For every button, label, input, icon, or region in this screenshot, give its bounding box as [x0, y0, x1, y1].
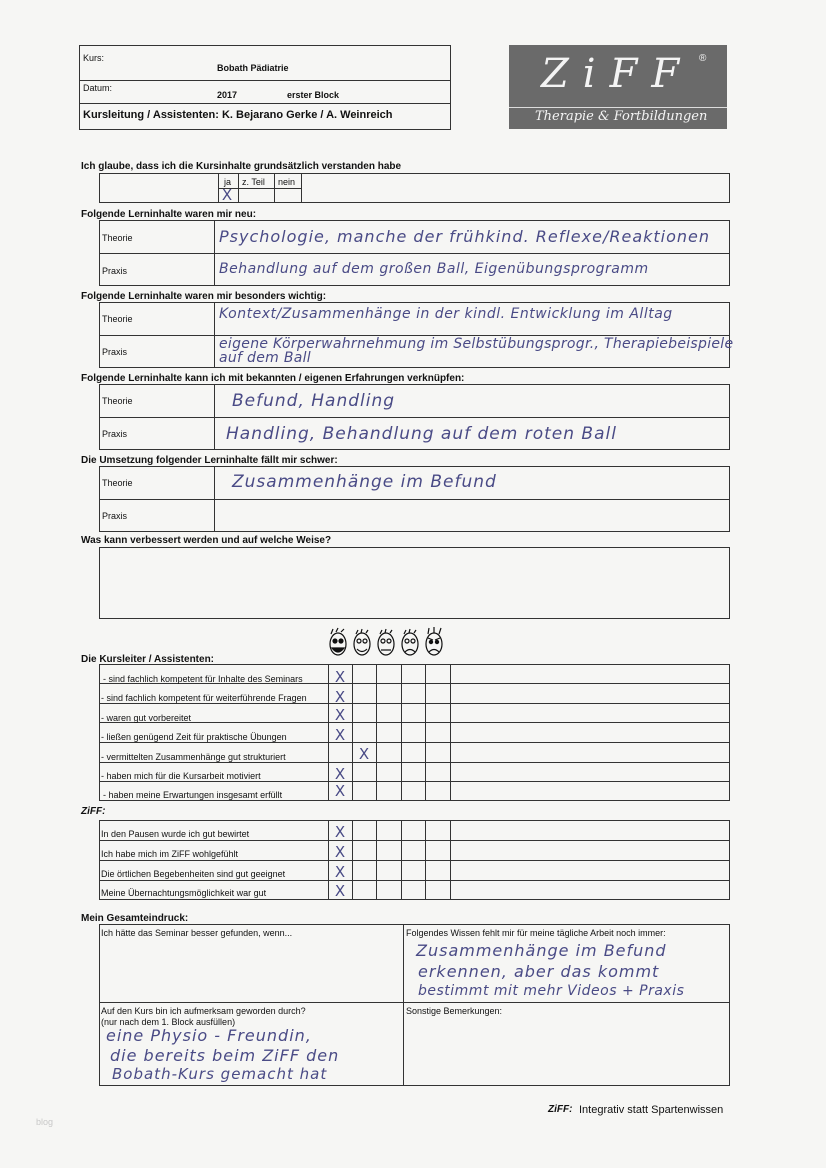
header-divider: [79, 103, 451, 104]
rating-mark[interactable]: X: [334, 863, 346, 881]
ziff-title: ZiFF:: [81, 806, 106, 817]
theorie-answer[interactable]: Befund, Handling: [232, 391, 396, 411]
datum-label: Datum:: [83, 83, 113, 93]
section-divider: [214, 302, 215, 368]
praxis-answer[interactable]: Behandlung auf dem großen Ball, Eigenübungsprogramm: [219, 261, 649, 277]
aufmerksam-answer-line-3[interactable]: Bobath-Kurs gemacht hat: [112, 1065, 328, 1083]
face-neutral-icon: [378, 629, 394, 655]
wissen-answer-line-2[interactable]: erkennen, aber das kommt: [418, 962, 660, 981]
theorie-answer[interactable]: Zusammenhänge im Befund: [232, 472, 497, 492]
verbessert-title: Was kann verbessert werden und auf welche Weise?: [81, 535, 332, 546]
rating-mark[interactable]: X: [334, 668, 346, 686]
rating-mark[interactable]: X: [334, 688, 346, 706]
rating-mark[interactable]: X: [334, 843, 346, 861]
kurs-label: Kurs:: [83, 53, 105, 63]
table-row: Die örtlichen Begebenheiten sind gut geeignet: [101, 869, 286, 879]
rating-mark[interactable]: X: [334, 882, 346, 900]
praxis-label: Praxis: [102, 511, 128, 521]
rating-faces: [328, 624, 453, 664]
kursleitung: Kursleitung / Assistenten: K. Bejarano Gerke / A. Weinreich: [83, 109, 393, 121]
section-title: Folgende Lerninhalte waren mir besonders wichtig:: [81, 291, 327, 302]
aufmerksam-answer-line-1[interactable]: eine Physio - Freundin,: [106, 1026, 312, 1045]
table-row: Ich habe mich im ZiFF wohlgefühlt: [101, 849, 239, 859]
datum-block: erster Block: [287, 90, 340, 100]
praxis-label: Praxis: [102, 429, 128, 439]
aufmerksam-answer-line-2[interactable]: die bereits beim ZiFF den: [110, 1046, 340, 1065]
footer-slogan: Integrativ statt Spartenwissen: [579, 1104, 724, 1116]
face-very-happy-icon: [330, 628, 346, 655]
rating-mark[interactable]: X: [358, 745, 370, 763]
theorie-label: Theorie: [102, 478, 133, 488]
wissen-answer-line-1[interactable]: Zusammenhänge im Befund: [416, 941, 667, 960]
table-row: - sind fachlich kompetent für Inhalte des Seminars: [103, 674, 303, 684]
table-row: - ließen genügend Zeit für praktische Übungen: [101, 732, 287, 742]
table-row-divider: [99, 762, 730, 763]
theorie-label: Theorie: [102, 396, 133, 406]
table-row: - haben meine Erwartungen insgesamt erfüllt: [103, 790, 283, 800]
besser-label: Ich hätte das Seminar besser gefunden, wenn...: [101, 928, 293, 938]
theorie-label: Theorie: [102, 314, 133, 324]
theorie-answer[interactable]: Psychologie, manche der frühkind. Reflexe/Reaktionen: [219, 227, 711, 246]
section-divider: [99, 417, 730, 418]
verstanden-title: Ich glaube, dass ich die Kursinhalte grundsätzlich verstanden habe: [81, 161, 402, 172]
verbessert-box[interactable]: [99, 547, 730, 619]
verstanden-divider: [238, 173, 239, 203]
table-row: - haben mich für die Kursarbeit motiviert: [101, 771, 261, 781]
option-nein: nein: [278, 177, 296, 187]
table-row-divider: [99, 781, 730, 782]
logo-name: ZiFF: [541, 51, 694, 97]
logo-strip: [509, 107, 727, 108]
option-ja: ja: [224, 177, 232, 187]
theorie-label: Theorie: [102, 233, 133, 243]
faces-svg: [328, 624, 453, 664]
verstanden-box: [99, 173, 730, 203]
logo-tagline: Therapie & Fortbildungen: [535, 109, 708, 124]
kurs-value: Bobath Pädiatrie: [217, 63, 289, 73]
logo-registered: ®: [699, 53, 707, 64]
table-row-divider: [99, 860, 730, 861]
gesamt-divider: [403, 924, 404, 1086]
footer-brand: ZiFF:: [548, 1104, 573, 1115]
table-row-divider: [99, 880, 730, 881]
section-title: Folgende Lerninhalte waren mir neu:: [81, 209, 257, 220]
rating-mark[interactable]: X: [334, 726, 346, 744]
table-row: - vermittelten Zusammenhänge gut strukturiert: [101, 752, 286, 762]
table-row-divider: [99, 742, 730, 743]
table-row: Meine Übernachtungsmöglichkeit war gut: [101, 888, 267, 898]
verstanden-check[interactable]: X: [221, 186, 233, 204]
section-divider: [214, 384, 215, 450]
face-happy-icon: [354, 629, 370, 655]
praxis-label: Praxis: [102, 266, 128, 276]
theorie-answer[interactable]: Kontext/Zusammenhänge in der kindl. Entwicklung im Alltag: [219, 306, 673, 322]
rating-mark[interactable]: X: [334, 765, 346, 783]
rating-mark[interactable]: X: [334, 782, 346, 800]
kursleiter-title: Die Kursleiter / Assistenten:: [81, 654, 215, 665]
face-unhappy-icon: [402, 629, 418, 655]
gesamt-title: Mein Gesamteindruck:: [81, 913, 189, 924]
section-divider: [214, 466, 215, 532]
section-title: Folgende Lerninhalte kann ich mit bekannten / eigenen Erfahrungen verknüpfen:: [81, 373, 465, 384]
praxis-answer[interactable]: Handling, Behandlung auf dem roten Ball: [226, 424, 617, 444]
datum-year: 2017: [217, 90, 238, 100]
verstanden-divider: [274, 173, 275, 203]
ziff-logo: [509, 45, 727, 129]
section-divider: [99, 253, 730, 254]
face-angry-icon: [426, 627, 442, 655]
aufmerksam-sublabel: (nur nach dem 1. Block ausfüllen): [101, 1017, 236, 1027]
aufmerksam-label: Auf den Kurs bin ich aufmerksam geworden durch?: [101, 1006, 306, 1016]
bemerkungen-label: Sonstige Bemerkungen:: [406, 1006, 503, 1016]
table-row: - sind fachlich kompetent für weiterführende Fragen: [101, 693, 307, 703]
table-row-divider: [99, 722, 730, 723]
verstanden-divider: [301, 173, 302, 203]
section-divider: [214, 220, 215, 286]
table-row-divider: [99, 840, 730, 841]
praxis-label: Praxis: [102, 347, 128, 357]
header-divider: [79, 80, 451, 81]
option-z-teil: z. Teil: [242, 177, 265, 187]
table-row: - waren gut vorbereitet: [101, 713, 192, 723]
table-row-divider: [99, 703, 730, 704]
wissen-label: Folgendes Wissen fehlt mir für meine tägliche Arbeit noch immer:: [406, 928, 666, 938]
rating-mark[interactable]: X: [334, 706, 346, 724]
praxis-answer[interactable]: eigene Körperwahrnehmung im Selbstübungsprogr., Therapiebeispiele auf dem Ball: [219, 336, 734, 366]
gesamt-divider: [99, 1002, 730, 1003]
section-divider: [99, 499, 730, 500]
wissen-answer-line-3[interactable]: bestimmt mit mehr Videos + Praxis: [418, 983, 685, 999]
section-title: Die Umsetzung folgender Lerninhalte fällt mir schwer:: [81, 455, 338, 466]
rating-mark[interactable]: X: [334, 823, 346, 841]
watermark: blog: [36, 1117, 54, 1127]
table-row: In den Pausen wurde ich gut bewirtet: [101, 829, 250, 839]
